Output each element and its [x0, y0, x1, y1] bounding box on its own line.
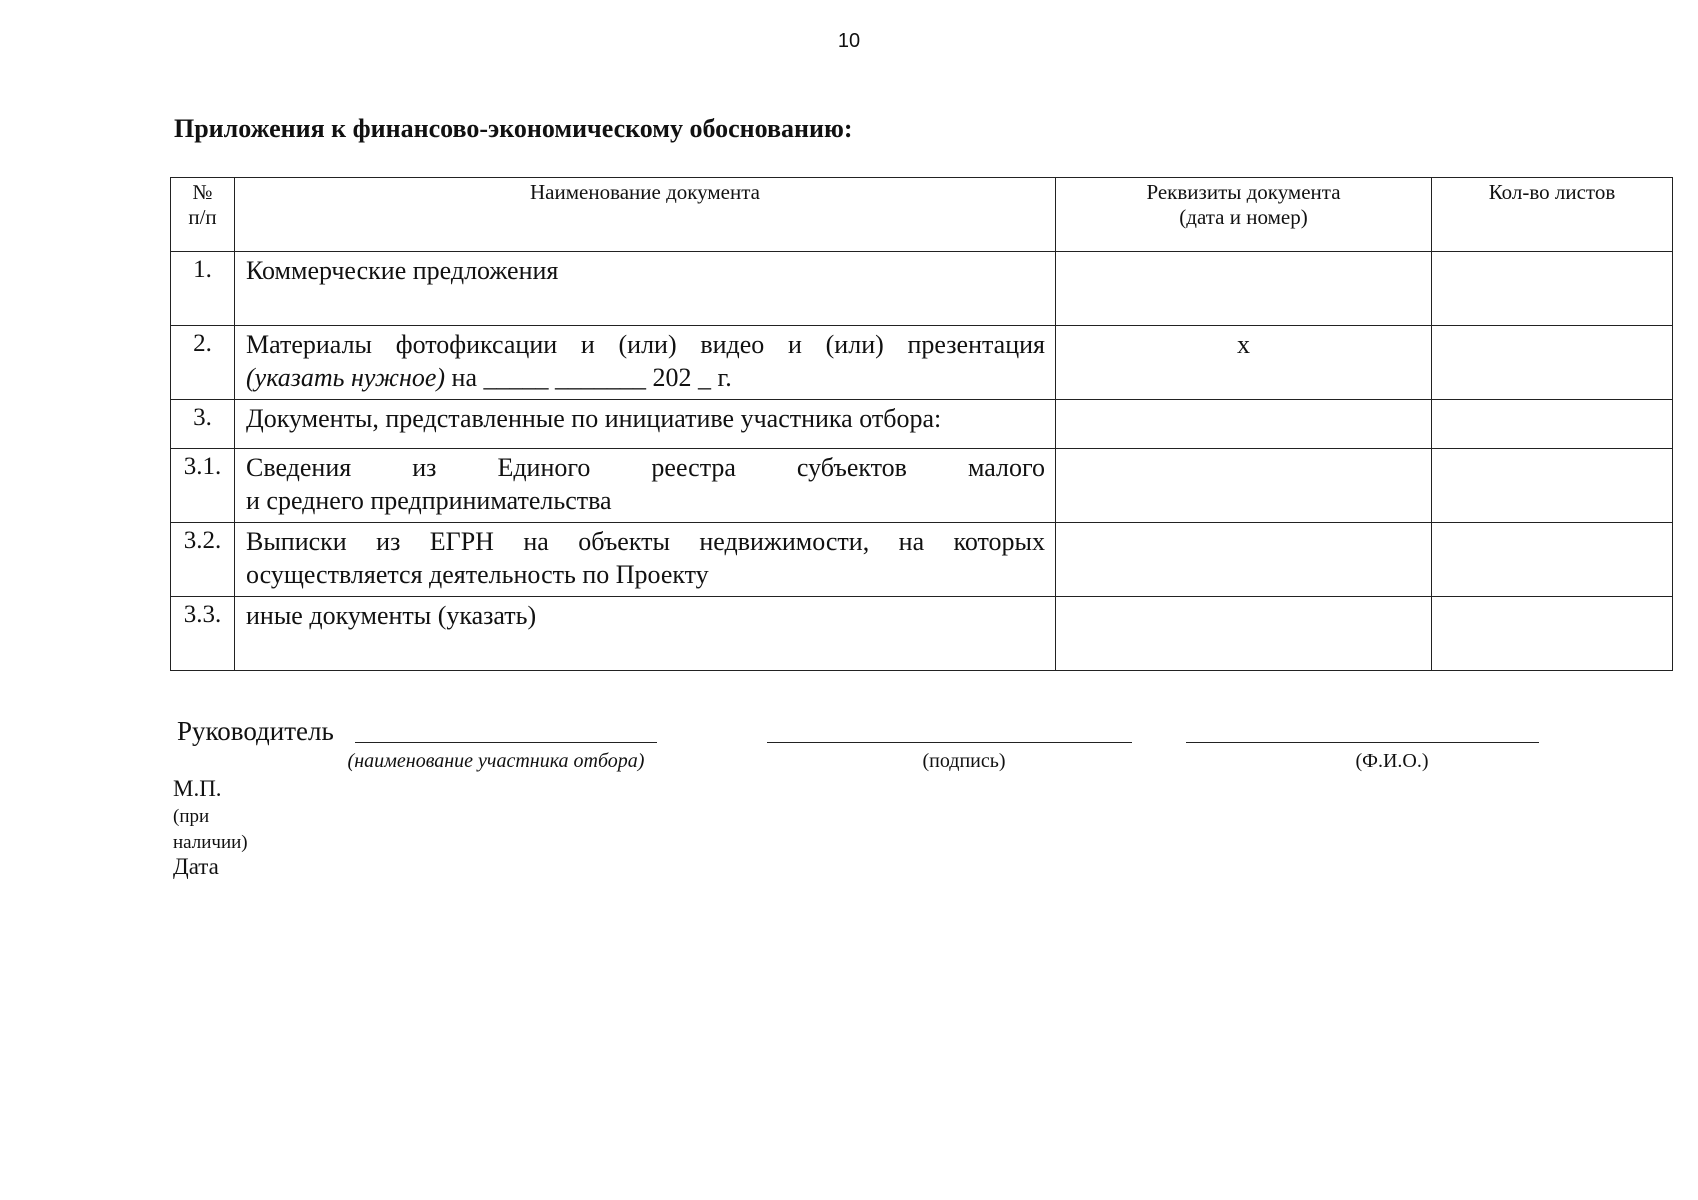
table-row [171, 523, 1673, 597]
row-name-italic: (указать нужное) [246, 363, 446, 392]
row-requisites [1056, 400, 1432, 449]
row-sheets [1432, 400, 1673, 449]
row-requisites [1056, 597, 1432, 671]
row-requisites [1056, 252, 1432, 326]
header-requisites: Реквизиты документа (дата и номер) [1056, 178, 1432, 252]
row-name [235, 449, 1056, 523]
table-row [171, 449, 1673, 523]
signature-line [767, 742, 1132, 743]
table-row [171, 597, 1673, 671]
row-name: Документы, представленные по инициативе участника отбора: [235, 400, 1056, 449]
table-row [171, 400, 1673, 449]
caption-fio: (Ф.И.О.) [1355, 750, 1429, 772]
row-num: 2. [171, 326, 235, 400]
row-name: иные документы (указать) [235, 597, 1056, 671]
row-requisites [1056, 523, 1432, 597]
attachments-table [170, 177, 1673, 671]
row-name-line1: Выписки из ЕГРН на объекты недвижимости, на которых [246, 527, 1045, 556]
row-name-line1: Материалы фотофиксации и (или) видео и (или) презентация [246, 330, 1045, 359]
row-name [235, 326, 1056, 400]
row-num: 3.3. [171, 597, 235, 671]
row-sheets [1432, 449, 1673, 523]
row-num: 1. [171, 252, 235, 326]
row-name [235, 523, 1056, 597]
caption-org: (наименование участника отбора) [347, 750, 645, 772]
header-num: № п/п [171, 178, 235, 252]
row-name: Коммерческие предложения [235, 252, 1056, 326]
row-requisites: х [1056, 326, 1432, 400]
caption-sign: (подпись) [922, 750, 1006, 772]
table-row [171, 326, 1673, 400]
page-number: 10 [837, 30, 861, 52]
head-label: Руководитель [177, 716, 334, 746]
stamp-date-line [173, 776, 248, 880]
row-num: 3.2. [171, 523, 235, 597]
fio-line [1186, 742, 1539, 743]
row-sheets [1432, 597, 1673, 671]
row-sheets [1432, 523, 1673, 597]
org-name-line [355, 742, 657, 743]
row-requisites [1056, 449, 1432, 523]
mp-label: М.П. [173, 776, 222, 801]
row-name-line2: осуществляется деятельность по Проекту [246, 560, 709, 589]
row-sheets [1432, 252, 1673, 326]
row-name-line1: Сведения из Единого реестра субъектов малого [246, 453, 1045, 482]
row-name-rest: на _____ _______ 202 _ г. [445, 363, 732, 392]
row-num: 3.1. [171, 449, 235, 523]
row-num: 3. [171, 400, 235, 449]
table-header-row [171, 178, 1673, 252]
header-name: Наименование документа [235, 178, 1056, 252]
row-sheets [1432, 326, 1673, 400]
header-sheets: Кол-во листов [1432, 178, 1673, 252]
date-label: Дата [173, 854, 219, 879]
mp-note: (при наличии) [173, 806, 248, 853]
row-name-line2: и среднего предпринимательства [246, 486, 612, 515]
section-title: Приложения к финансово-экономическому обоснованию: [174, 114, 853, 143]
table-row [171, 252, 1673, 326]
